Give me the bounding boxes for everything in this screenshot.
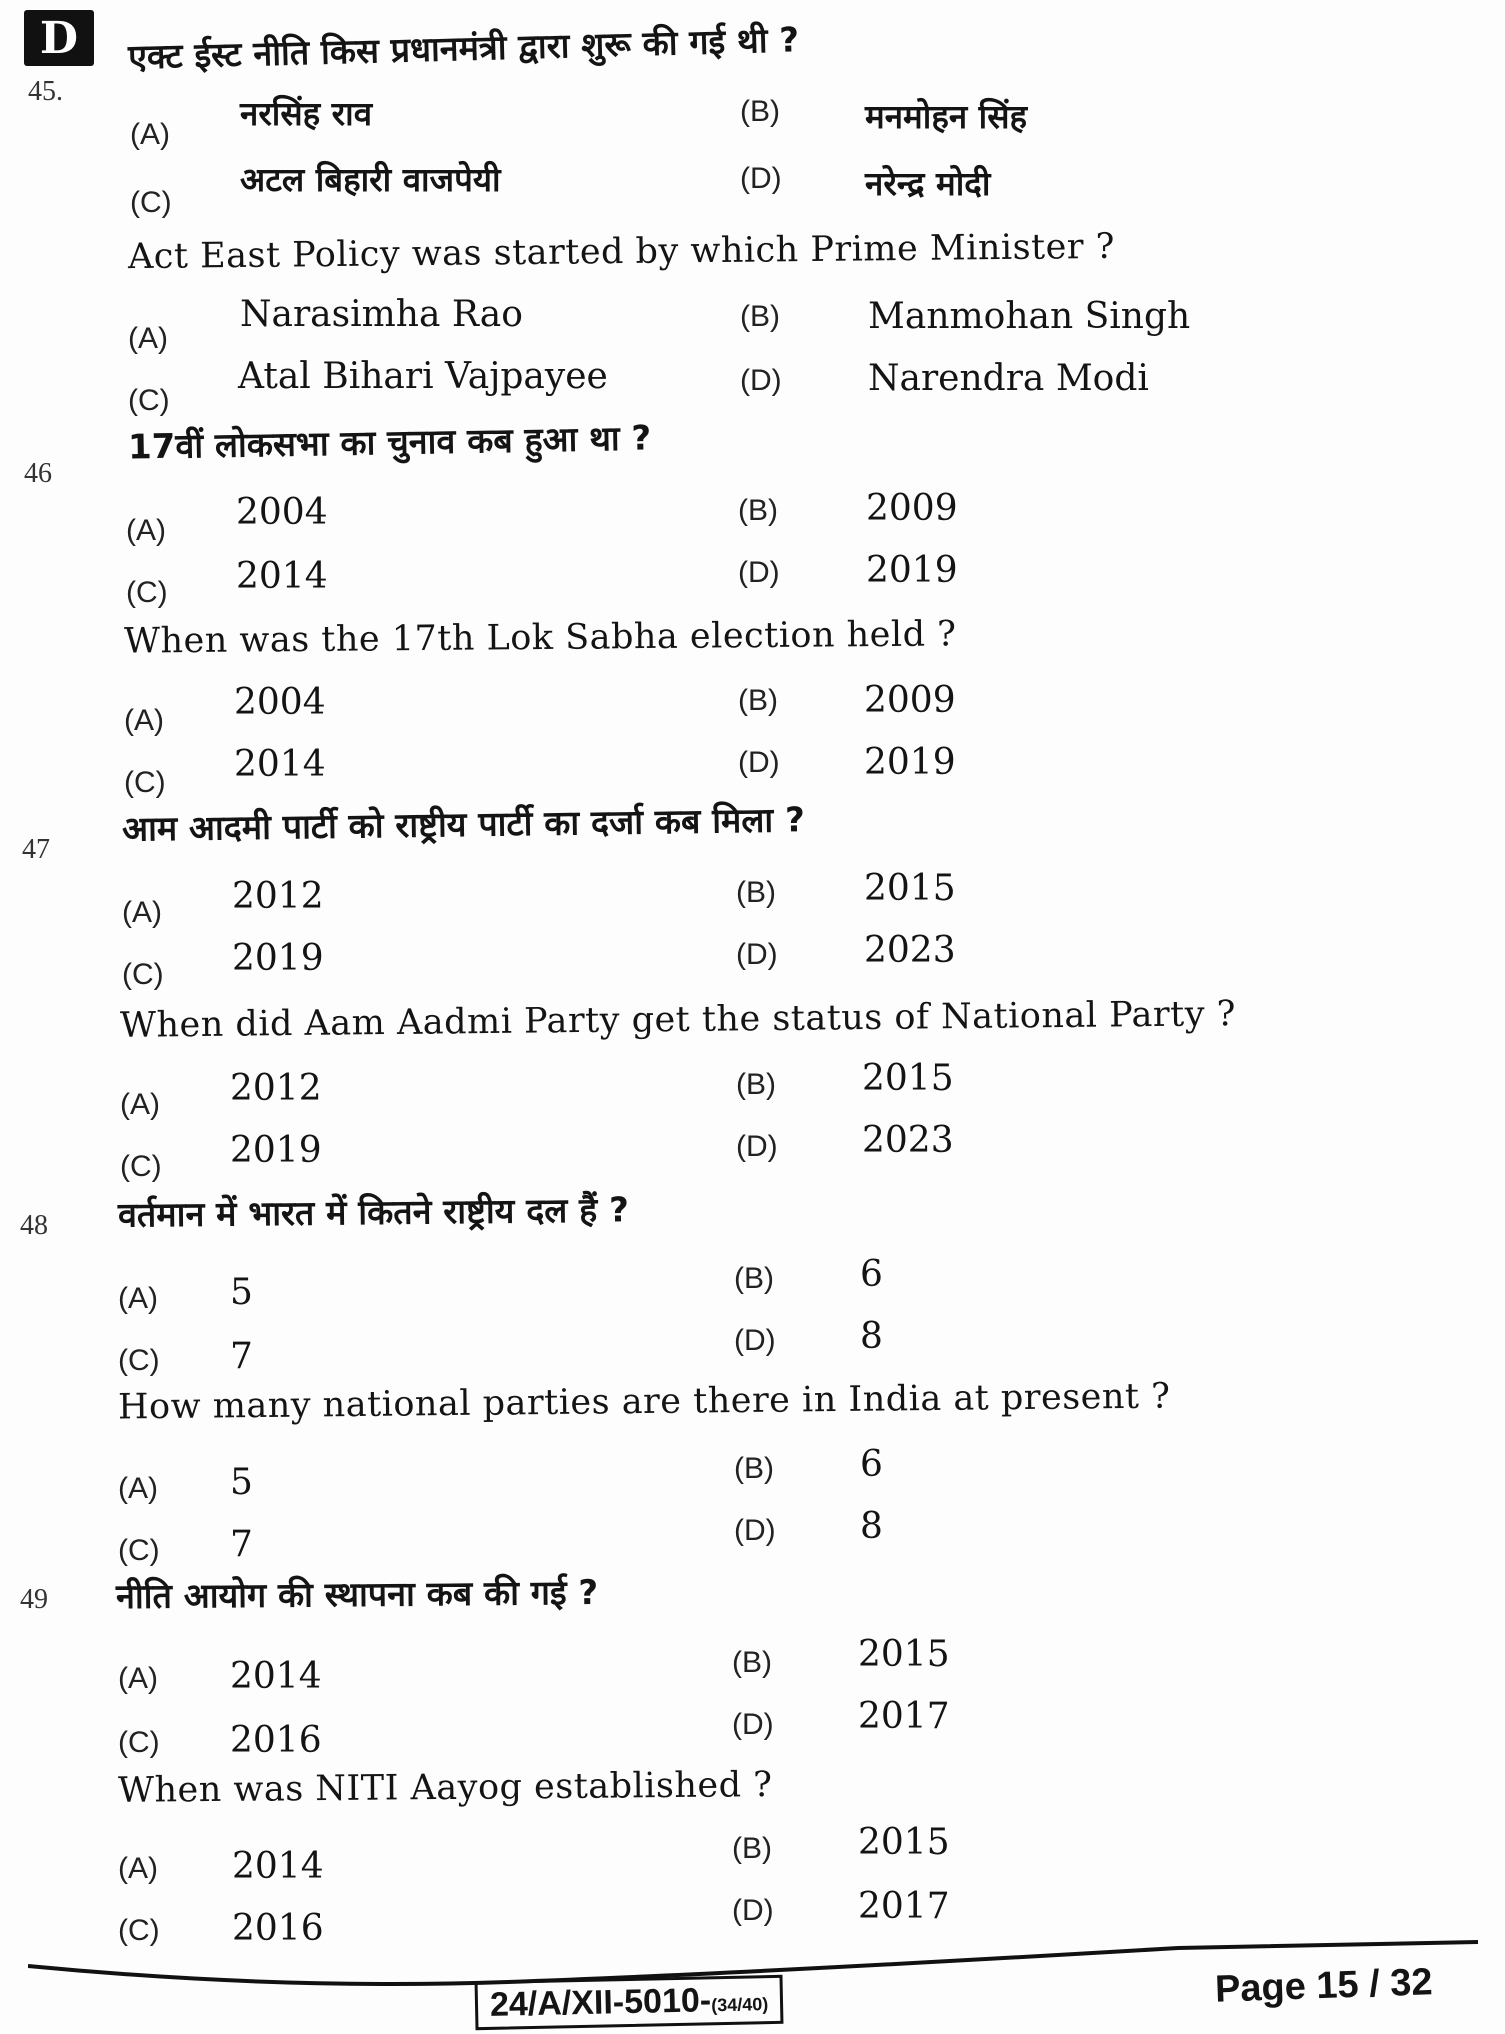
option-label: (A): [118, 1282, 158, 1315]
option-label: (C): [118, 1534, 160, 1567]
option-text: 2014: [230, 1656, 322, 1697]
option-text: मनमोहन सिंह: [865, 97, 1028, 136]
option-text: 7: [230, 1524, 253, 1565]
option-label: (B): [736, 876, 776, 909]
option-label: (D): [736, 1130, 778, 1163]
option-label: (B): [738, 684, 778, 717]
question-text-english: When was NITI Aayog established ?: [117, 1765, 773, 1811]
question-text-english: Act East Policy was started by which Prime Minister ?: [127, 226, 1116, 278]
option-label: (B): [732, 1832, 772, 1865]
question-text-hindi: 17वीं लोकसभा का चुनाव कब हुआ था ?: [127, 418, 652, 468]
option-text: 2004: [236, 492, 328, 533]
option-label: (B): [738, 494, 778, 527]
option-label: (A): [124, 704, 164, 737]
option-label: (A): [118, 1472, 158, 1505]
option-label: (A): [126, 514, 166, 547]
question-number: 47: [22, 834, 50, 865]
option-label: (C): [126, 576, 168, 609]
option-text: Narasimha Rao: [240, 294, 523, 335]
option-label: (A): [118, 1662, 158, 1695]
option-label: (D): [732, 1708, 774, 1741]
option-label: (A): [122, 896, 162, 929]
paper-code: [475, 1975, 784, 2030]
option-text: अटल बिहारी वाजपेयी: [240, 160, 501, 199]
option-text: 2019: [866, 550, 958, 591]
option-label: (C): [118, 1344, 160, 1377]
paper-code-suffix: (34/40): [710, 1994, 769, 2016]
option-label: (B): [732, 1646, 772, 1679]
option-text: 2019: [864, 742, 956, 783]
question-number: 46: [24, 458, 52, 489]
option-text: 2016: [230, 1720, 322, 1761]
option-text: 7: [230, 1336, 253, 1377]
option-text: 8: [860, 1506, 883, 1547]
option-label: (C): [130, 186, 172, 219]
option-text: 2009: [866, 488, 958, 529]
question-text-hindi: एक्ट ईस्ट नीति किस प्रधानमंत्री द्वारा शुरू की गई थी ?: [127, 20, 800, 78]
option-text: 2012: [232, 876, 324, 917]
option-label: (B): [734, 1452, 774, 1485]
option-text: 2015: [862, 1058, 954, 1099]
question-text-hindi: आम आदमी पार्टी को राष्ट्रीय पार्टी का दर्जा कब मिला ?: [121, 800, 806, 850]
option-text: Narendra Modi: [868, 358, 1149, 399]
option-text: 8: [860, 1316, 883, 1357]
option-text: 2014: [232, 1846, 324, 1887]
option-label: (B): [734, 1262, 774, 1295]
option-text: Manmohan Singh: [868, 296, 1191, 337]
option-label: (D): [736, 938, 778, 971]
option-label: (C): [120, 1150, 162, 1183]
option-label: (D): [734, 1324, 776, 1357]
option-label: (C): [128, 384, 170, 417]
option-text: नरेन्द्र मोदी: [865, 164, 991, 203]
option-label: (C): [124, 766, 166, 799]
option-text: 2023: [862, 1120, 954, 1161]
option-text: Atal Bihari Vajpayee: [238, 356, 608, 397]
option-label: (A): [120, 1088, 160, 1121]
option-label: (D): [734, 1514, 776, 1547]
option-label: (D): [732, 1894, 774, 1927]
question-number: 48: [20, 1210, 48, 1241]
option-text: 2014: [234, 744, 326, 785]
option-text: 6: [860, 1444, 883, 1485]
paper-code-text: 24/A/XII-5010-: [489, 1981, 712, 2024]
option-label: (B): [740, 300, 780, 333]
option-label: (D): [740, 162, 782, 195]
option-text: 6: [860, 1254, 883, 1295]
option-label: (B): [740, 95, 780, 128]
option-label: (B): [736, 1068, 776, 1101]
option-text: नरसिंह राव: [240, 94, 373, 133]
option-text: 2015: [864, 868, 956, 909]
option-text: 2015: [858, 1822, 950, 1863]
option-label: (A): [118, 1852, 158, 1885]
question-text-english: How many national parties are there in India at present ?: [117, 1376, 1171, 1428]
option-text: 2004: [234, 682, 326, 723]
option-text: 2019: [230, 1130, 322, 1171]
option-label: (D): [738, 746, 780, 779]
question-text-hindi: वर्तमान में भारत में कितने राष्ट्रीय दल हैं ?: [117, 1190, 630, 1236]
page-number: Page 15 / 32: [1214, 1961, 1434, 2011]
option-text: 5: [230, 1272, 253, 1313]
option-text: 2017: [858, 1886, 950, 1927]
option-label: (D): [740, 364, 782, 397]
option-label: (A): [128, 322, 168, 355]
option-text: 2015: [858, 1634, 950, 1675]
option-text: 2017: [858, 1696, 950, 1737]
option-text: 2016: [232, 1908, 324, 1949]
option-label: (C): [122, 958, 164, 991]
question-text-english: When did Aam Aadmi Party get the status of National Party ?: [119, 994, 1237, 1046]
option-text: 2009: [864, 680, 956, 721]
option-text: 2019: [232, 938, 324, 979]
option-label: (D): [738, 556, 780, 589]
question-number: 49: [20, 1584, 48, 1615]
option-label: (C): [118, 1726, 160, 1759]
question-text-english: When was the 17th Lok Sabha election held ?: [123, 614, 957, 662]
option-label: (A): [130, 118, 170, 151]
question-number: 45.: [28, 76, 63, 107]
option-text: 2012: [230, 1068, 322, 1109]
set-badge: D: [24, 10, 94, 66]
option-text: 2014: [236, 556, 328, 597]
question-text-hindi: नीति आयोग की स्थापना कब की गई ?: [115, 1572, 599, 1618]
option-text: 5: [230, 1462, 253, 1503]
option-label: (C): [118, 1914, 160, 1947]
option-text: 2023: [864, 930, 956, 971]
